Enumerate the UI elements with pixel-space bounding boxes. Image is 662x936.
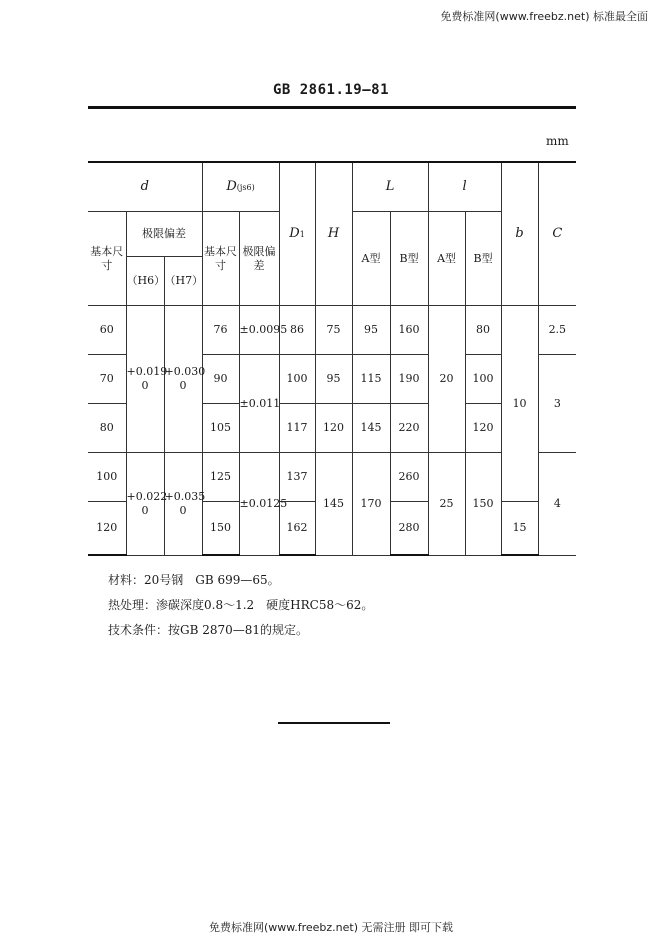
header-h6: （H6） (126, 257, 164, 306)
cell-l-a: 20 (428, 306, 465, 453)
cell-d: 100 (88, 453, 126, 502)
note-heat-treatment: 热处理：渗碳深度0.8～1.2 硬度HRC58～62。 (108, 598, 374, 612)
header-l-type-a: A型 (428, 212, 465, 306)
header-d-basic-size: 基本尺寸 (88, 212, 126, 306)
unit-label: mm (546, 134, 569, 148)
cell-dev-h7: +0.030 0 (164, 306, 202, 453)
table-row (88, 306, 576, 355)
cell-D: 125 (202, 453, 239, 502)
cell-D: 150 (202, 502, 239, 556)
cell-L-a: 145 (352, 404, 390, 453)
header-L-type-a: A型 (352, 212, 390, 306)
cell-C: 4 (538, 453, 576, 556)
cell-b: 10 (501, 306, 538, 502)
cell-l-b: 100 (465, 355, 501, 404)
note-material: 材料：20号钢 GB 699—65。 (108, 573, 280, 587)
cell-d: 80 (88, 404, 126, 453)
cell-l-b: 80 (465, 306, 501, 355)
cell-L-b: 280 (390, 502, 428, 556)
cell-H: 145 (315, 453, 352, 556)
header-H: H (315, 162, 352, 306)
cell-H: 95 (315, 355, 352, 404)
header-b: b (501, 162, 538, 306)
cell-L-a: 95 (352, 306, 390, 355)
cell-H: 75 (315, 306, 352, 355)
cell-D1: 117 (279, 404, 315, 453)
cell-L-b: 160 (390, 306, 428, 355)
cell-d: 70 (88, 355, 126, 404)
end-rule (278, 722, 390, 724)
cell-js6: ±0.011 (239, 355, 279, 453)
header-l: l (428, 162, 501, 212)
header-C: C (538, 162, 576, 306)
cell-H: 120 (315, 404, 352, 453)
cell-L-a: 115 (352, 355, 390, 404)
watermark-top: 免费标准网(www.freebz.net) 标准最全面 (440, 10, 648, 23)
header-d: d (88, 162, 202, 212)
cell-L-b: 260 (390, 453, 428, 502)
dimension-table (88, 161, 576, 556)
cell-dev-h6: +0.022 0 (126, 453, 164, 556)
header-D1: D1 (279, 162, 315, 306)
title-rule (88, 106, 576, 109)
cell-dev-h6: +0.019 0 (126, 306, 164, 453)
cell-D: 105 (202, 404, 239, 453)
cell-dev-h7: +0.035 0 (164, 453, 202, 556)
cell-C: 3 (538, 355, 576, 453)
header-d-limit-dev: 极限偏差 (126, 212, 202, 257)
cell-D1: 137 (279, 453, 315, 502)
cell-D: 90 (202, 355, 239, 404)
cell-js6: ±0.0125 (239, 453, 279, 556)
cell-D: 76 (202, 306, 239, 355)
cell-L-a: 170 (352, 453, 390, 556)
cell-l-b: 120 (465, 404, 501, 453)
header-l-type-b: B型 (465, 212, 501, 306)
cell-L-b: 190 (390, 355, 428, 404)
cell-l-a: 25 (428, 453, 465, 556)
document-title: GB 2861.19—81 (272, 82, 390, 98)
cell-C: 2.5 (538, 306, 576, 355)
header-D: D(js6) (202, 162, 279, 212)
header-h7: （H7） (164, 257, 202, 306)
cell-d: 120 (88, 502, 126, 556)
header-D-limit-dev: 极限偏差 (239, 212, 279, 306)
cell-js6: ±0.0095 (239, 306, 279, 355)
watermark-bottom: 免费标准网(www.freebz.net) 无需注册 即可下载 (208, 921, 454, 934)
cell-b: 15 (501, 502, 538, 556)
header-L-type-b: B型 (390, 212, 428, 306)
cell-l-b: 150 (465, 453, 501, 556)
note-technical-conditions: 技术条件：按GB 2870—81的规定。 (108, 623, 309, 637)
header-L: L (352, 162, 428, 212)
cell-d: 60 (88, 306, 126, 355)
cell-D1: 86 (279, 306, 315, 355)
cell-D1: 162 (279, 502, 315, 556)
header-D-basic-size: 基本尺寸 (202, 212, 239, 306)
cell-L-b: 220 (390, 404, 428, 453)
cell-D1: 100 (279, 355, 315, 404)
